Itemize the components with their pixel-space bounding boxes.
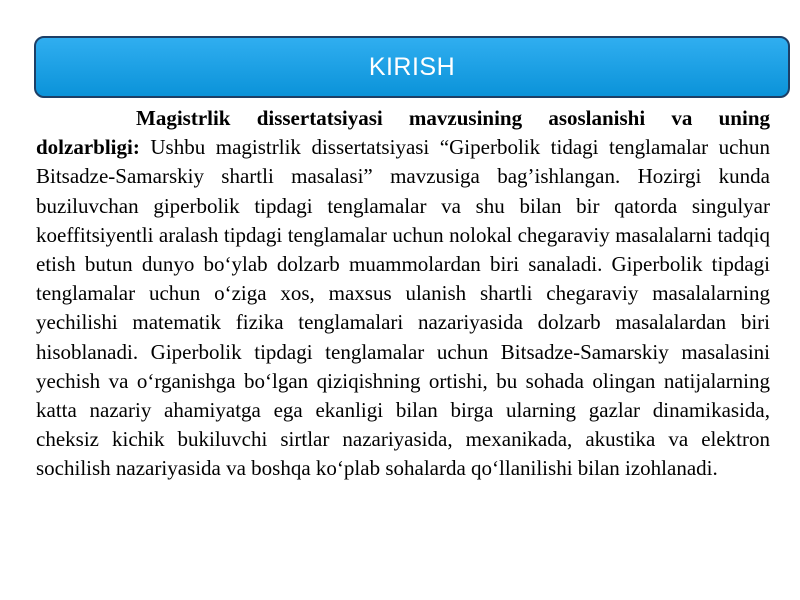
body-paragraph <box>36 104 770 484</box>
body-text: Ushbu magistrlik dissertatsiyasi “Giperbolik tidagi tenglamalar uchun Bitsadze-Samarskiy shartli masalasi” mavzusiga bag’ishlangan. Hozirgi kunda buziluvchan giperbolik tipdagi tenglamalar va shu bilan bir qatorda singulyar koeffitsiyentli aralash tipdagi tenglamalar uchun nolokal chegaraviy masalalarni tadqiq etish butun dunyo bo‘ylab dolzarb muammolardan biri sanaladi. Giperbolik tipdagi tenglamalar uchun o‘ziga xos, maxsus ulanish shartli chegaraviy masalalarning yechilishi matematik fizika tenglamalari nazariyasida dolzarb masalalardan biri hisoblanadi. Giperbolik tipdagi tenglamalar uchun Bitsadze-Samarskiy masalasini yechish va o‘rganishga bo‘lgan qiziqishning ortishi, bu sohada olingan natijalarning katta nazariy ahamiyatga ega ekanligi bilan birga ularning gazlar dinamikasida, cheksiz kichik bukiluvchi sirtlar nazariyasida, mexanikada, akustika va elektron sochilish nazariyasida va boshqa ko‘plab sohalarda qo‘llanilishi bilan izohlanadi. <box>36 135 770 481</box>
title-bar <box>34 36 790 98</box>
slide-title: KIRISH <box>368 52 456 81</box>
lead-heading: Magistrlik dissertatsiyasi mavzusining asoslanishi va uning dolzarbligi: <box>36 106 770 160</box>
